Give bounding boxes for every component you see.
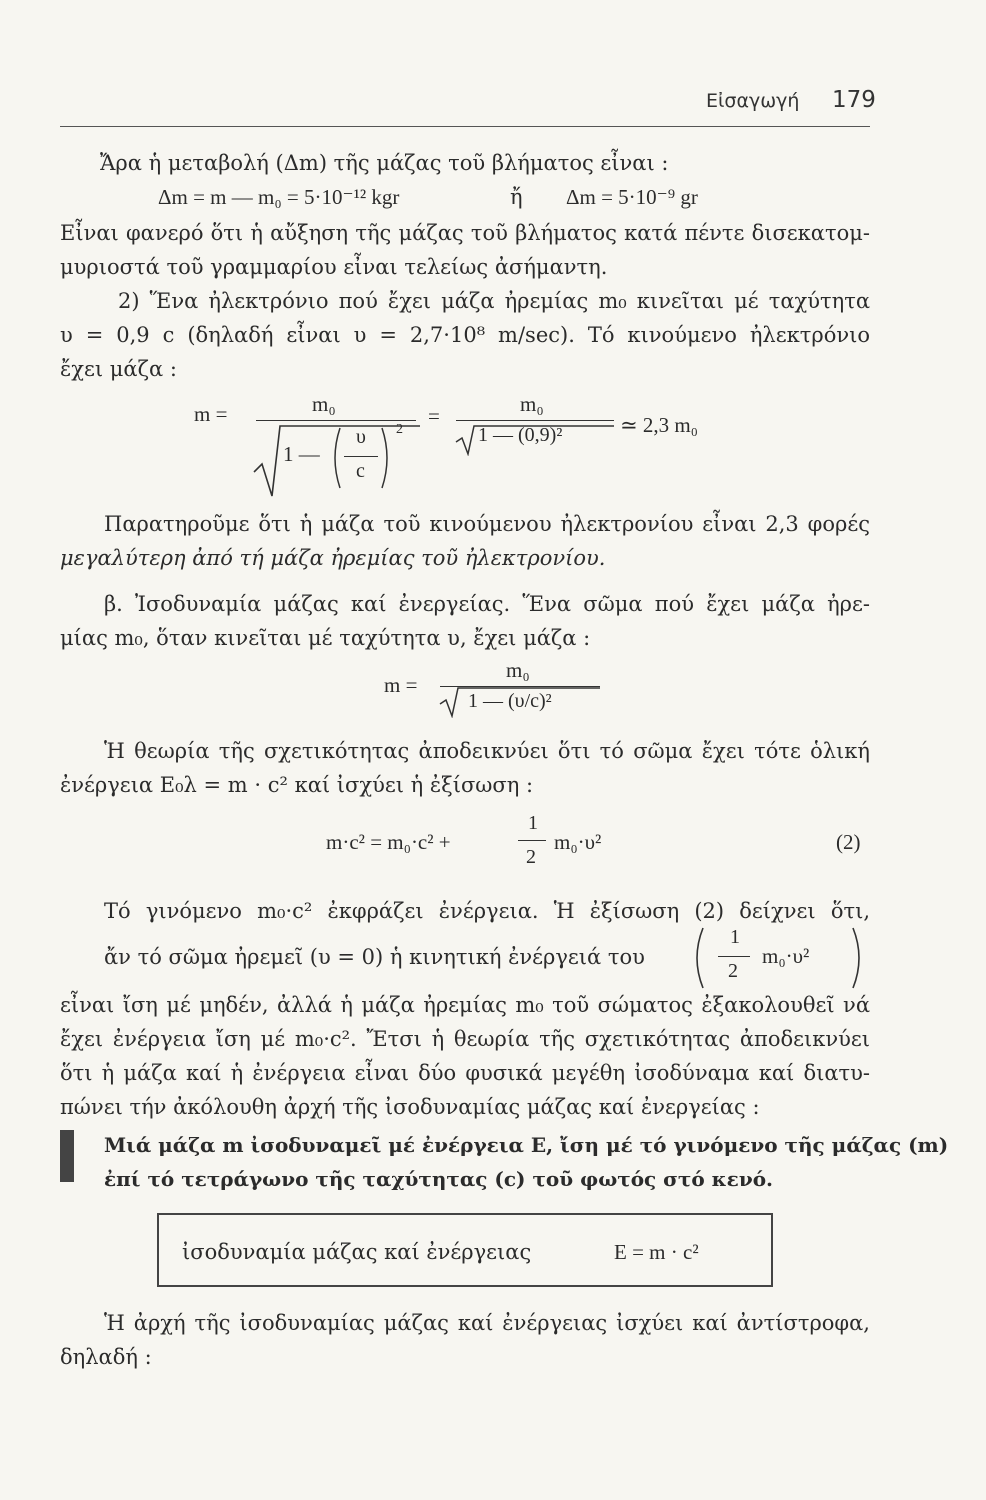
paragraph-2-line-2: μυριοστά τοῦ γραμμαρίου εἶναι τελείως ἀσήμαντη.: [60, 255, 608, 279]
eq2-denominator-2: 1 — (0,9)²: [478, 424, 563, 446]
paragraph-8-line-1: Ἡ ἀρχή τῆς ἰσοδυναμίας μάζας καί ἐνέργειας ἰσχύει καί ἀντίστροφα,: [104, 1311, 870, 1335]
principle-line-2: ἐπί τό τετράγωνο τῆς ταχύτητας (c) τοῦ φωτός στό κενό.: [104, 1167, 774, 1191]
kinetic-paren-right: [850, 926, 866, 990]
paragraph-7-line-4: ἔχει ἐνέργεια ἴση μέ m₀·c². Ἔτσι ἡ θεωρία τῆς σχετικότητας ἀποδεικνύει: [60, 1027, 870, 1051]
paragraph-8-line-2: δηλαδή :: [60, 1345, 152, 1369]
paragraph-2-line-1: Εἶναι φανερό ὅτι ἡ αὔξηση τῆς μάζας τοῦ βλήματος κατά πέντε δισεκατομ-: [60, 221, 870, 245]
paragraph-3-line-1: 2) Ἕνα ἠλεκτρόνιο πού ἔχει μάζα ἠρεμίας m₀ κινεῖται μέ ταχύτητα: [118, 289, 870, 313]
principle-marker-bar: [60, 1130, 74, 1182]
eq3-numerator: m₀: [506, 658, 530, 682]
eq2-equals: =: [428, 404, 440, 428]
kinetic-paren-left: [690, 926, 706, 990]
principle-line-1: Μιά μάζα m ἰσοδυναμεῖ μέ ἐνέργεια E, ἴση μέ τό γινόμενο τῆς μάζας (m): [104, 1133, 949, 1157]
equivalence-box-formula: E = m · c²: [614, 1240, 699, 1264]
eq4-half-numerator: 1: [528, 812, 538, 834]
eq4-half-denominator: 2: [526, 846, 536, 868]
eq2-c: c: [356, 460, 365, 482]
kinetic-half-bar: [718, 956, 750, 957]
page-number: 179: [832, 87, 876, 113]
eq2-v: υ: [356, 426, 366, 448]
paragraph-3-line-2: υ = 0,9 c (δηλαδή εἶναι υ = 2,7·10⁸ m/sec). Τό κινούμενο ἠλεκτρόνιο: [60, 323, 870, 347]
eq4-right: m₀·υ²: [554, 830, 602, 854]
eq2-numerator-2: m₀: [520, 392, 544, 416]
paragraph-7-line-5: ὅτι ἡ μάζα καί ἡ ἐνέργεια εἶναι δύο φυσικά μεγέθη ἰσοδύναμα καί διατυ-: [60, 1061, 870, 1085]
header-rule: [60, 126, 870, 127]
eq4-left: m·c² = m₀·c² +: [326, 830, 451, 854]
eq2-m: m =: [194, 402, 228, 426]
paragraph-7-line-1: Τό γινόμενο m₀·c² ἐκφράζει ἐνέργεια. Ἡ ἐξίσωση (2) δείχνει ὅτι,: [104, 899, 870, 923]
eq3-m: m =: [384, 673, 418, 697]
paragraph-3-line-3: ἔχει μάζα :: [60, 357, 177, 381]
eq2-paren-left: [328, 426, 342, 490]
eq2-numerator: m₀: [312, 392, 336, 416]
paragraph-7-line-3: εἶναι ἴση μέ μηδέν, ἀλλά ἡ μάζα ἠρεμίας m₀ τοῦ σώματος ἐξακολουθεῖ νά: [60, 993, 870, 1017]
kinetic-energy-term: m₀·υ²: [762, 944, 810, 968]
equation-delta-m-kgr: Δm = m — m₀ = 5·10⁻¹² kgr: [158, 185, 400, 209]
equation-or: ἤ: [510, 185, 523, 209]
paragraph-4-line-2: μεγαλύτερη ἀπό τή μάζα ἠρεμίας τοῦ ἠλεκτρονίου.: [60, 546, 606, 570]
equation-delta-m-gr: Δm = 5·10⁻⁹ gr: [566, 185, 698, 209]
eq2-paren-right: [380, 426, 394, 490]
paragraph-4-line-1: Παρατηροῦμε ὅτι ἡ μάζα τοῦ κινούμενου ἠλεκτρονίου εἶναι 2,3 φορές: [104, 512, 870, 536]
eq4-half-bar: [518, 840, 546, 841]
eq2-inner-bar: [344, 456, 378, 457]
paragraph-5-line-2: μίας m₀, ὅταν κινεῖται μέ ταχύτητα υ, ἔχει μάζα :: [60, 626, 591, 650]
equivalence-box-label: ἰσοδυναμία μάζας καί ἐνέργειας: [182, 1240, 532, 1264]
eq2-square: 2: [396, 422, 403, 437]
paragraph-6-line-1: Ἡ θεωρία τῆς σχετικότητας ἀποδεικνύει ὅτι τό σῶμα ἔχει τότε ὁλική: [104, 739, 870, 763]
paragraph-6-line-2: ἐνέργεια E₀λ = m · c² καί ἰσχύει ἡ ἐξίσωση :: [60, 773, 534, 797]
paragraph-1: Ἄρα ἡ μεταβολή (Δm) τῆς μάζας τοῦ βλήματος εἶναι :: [100, 151, 669, 175]
kinetic-half-numerator: 1: [730, 926, 740, 948]
eq3-denominator: 1 — (υ/c)²: [468, 690, 552, 712]
paragraph-7-line-6: πώνει τήν ἀκόλουθη ἀρχή τῆς ἰσοδυναμίας μάζας καί ἐνεργείας :: [60, 1095, 760, 1119]
paragraph-7-line-2: ἄν τό σῶμα ἠρεμεῖ (υ = 0) ἡ κινητική ἐνέργειά του: [104, 945, 645, 969]
eq2-one-minus: 1 —: [283, 442, 320, 466]
eq4-label: (2): [836, 830, 861, 854]
paragraph-5-line-1: β. Ἰσοδυναμία μάζας καί ἐνεργείας. Ἕνα σῶμα πού ἔχει μάζα ἠρε-: [104, 592, 870, 616]
eq2-result: ≃ 2,3 m₀: [620, 413, 699, 437]
running-header-title: Εἰσαγωγή: [706, 90, 800, 112]
kinetic-half-denominator: 2: [728, 960, 738, 982]
